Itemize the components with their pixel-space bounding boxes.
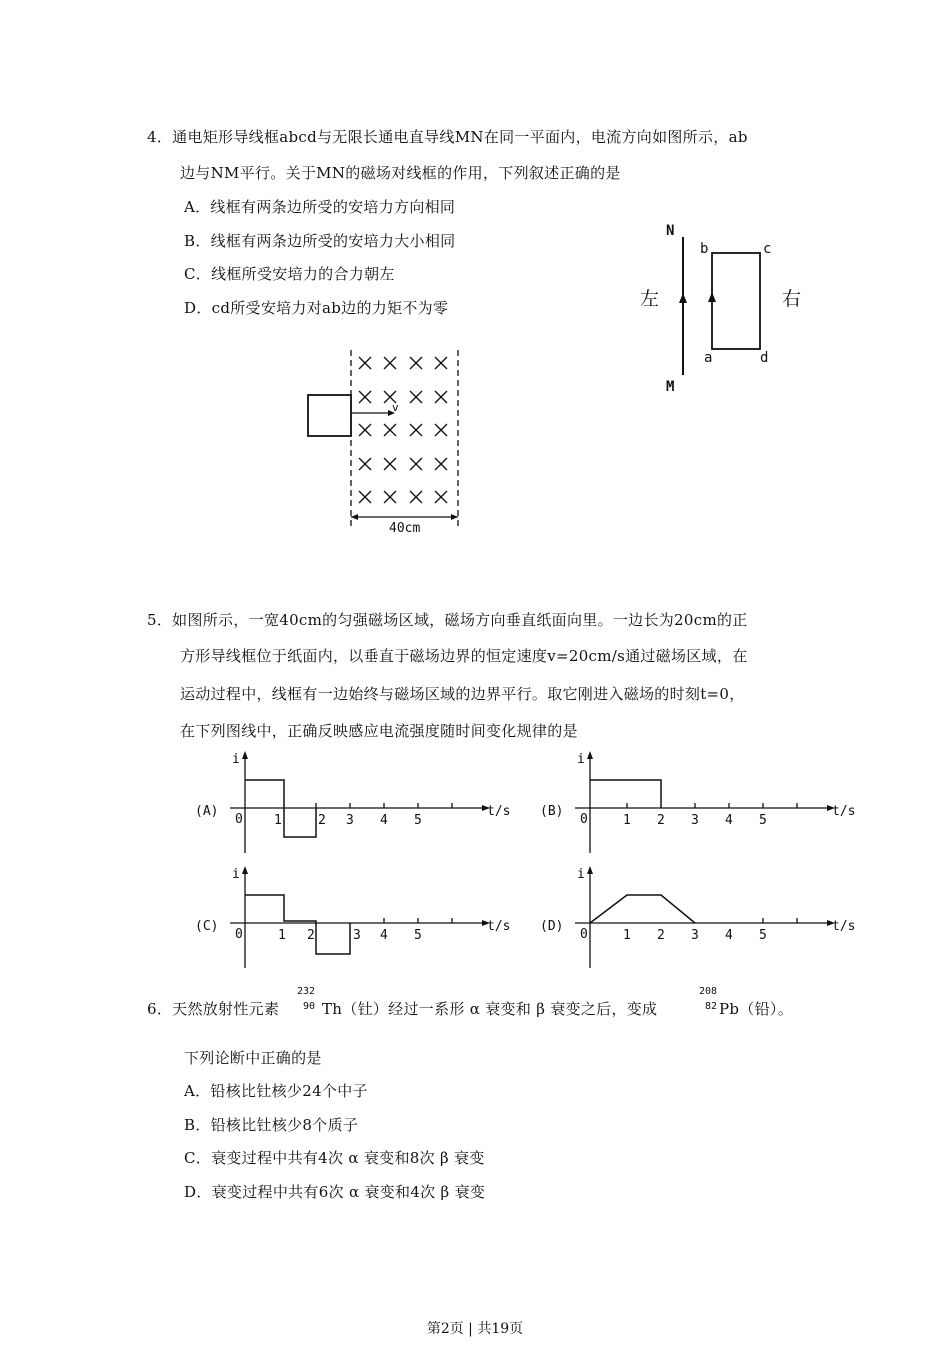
label-left: 左 xyxy=(640,288,660,310)
graph-b-tick-4: 4 xyxy=(725,813,733,828)
graph-a-tick-3: 3 xyxy=(346,813,354,828)
graph-a-tick-0: 0 xyxy=(235,812,243,827)
field-width-label: 40cm xyxy=(389,521,421,536)
graph-d-ylabel: i xyxy=(577,867,585,882)
graph-d-tick-4: 4 xyxy=(725,928,733,943)
graph-c-tick-0: 0 xyxy=(235,927,243,942)
q6-stem-part1: 6．天然放射性元素 xyxy=(147,1000,280,1018)
graph-a-ylabel: i xyxy=(232,752,240,767)
q6-stem-line2: 下列论断中正确的是 xyxy=(184,1049,322,1067)
graph-c-tick-1: 1 xyxy=(278,928,286,943)
graph-a-tick-4: 4 xyxy=(380,813,388,828)
graph-b-tick-5: 5 xyxy=(759,813,767,828)
q5-stem-line2: 方形导线框位于纸面内，以垂直于磁场边界的恒定速度v=20cm/s通过磁场区域，在 xyxy=(180,647,748,665)
graph-a-tick-1: 1 xyxy=(274,813,282,828)
q6-stem-part2: Th（钍）经过一系形 α 衰变和 β 衰变之后，变成 xyxy=(322,1000,658,1018)
label-right: 右 xyxy=(782,288,802,310)
graph-c-tick-2: 2 xyxy=(307,928,315,943)
label-b: b xyxy=(700,241,709,257)
graph-b-label: (B) xyxy=(540,804,564,819)
q4-option-a: A．线框有两条边所受的安培力方向相同 xyxy=(184,198,456,216)
graph-b-tick-3: 3 xyxy=(691,813,699,828)
label-d: d xyxy=(760,350,769,366)
graph-b-tick-1: 1 xyxy=(623,813,631,828)
graph-d-tick-3: 3 xyxy=(691,928,699,943)
graph-b-tick-2: 2 xyxy=(657,813,665,828)
graph-c-tick-5: 5 xyxy=(414,928,422,943)
graph-d xyxy=(535,860,880,975)
graph-a-tick-2: 2 xyxy=(318,813,326,828)
graph-c-xlabel: t/s xyxy=(487,919,511,934)
velocity-label: v xyxy=(392,401,399,414)
q6-option-d: D．衰变过程中共有6次 α 衰变和4次 β 衰变 xyxy=(184,1183,486,1201)
th-atomic-number: 90 xyxy=(303,1001,316,1012)
label-a: a xyxy=(704,350,713,366)
label-N: N xyxy=(666,223,675,239)
graph-a-xlabel: t/s xyxy=(487,804,511,819)
pb-atomic-number: 82 xyxy=(705,1001,718,1012)
q6-option-a: A．铅核比钍核少24个中子 xyxy=(184,1082,368,1100)
q4-stem-line2: 边与NM平行。关于MN的磁场对线框的作用，下列叙述正确的是 xyxy=(180,164,621,182)
graph-a-label: (A) xyxy=(195,804,219,819)
graph-a xyxy=(190,745,535,860)
q6-option-b: B．铅核比钍核少8个质子 xyxy=(184,1116,359,1134)
q5-stem-line3: 运动过程中，线框有一边始终与磁场区域的边界平行。取它刚进入磁场的时刻t=0， xyxy=(180,685,745,703)
th-mass-number: 232 xyxy=(297,986,316,997)
q4-option-b: B．线框有两条边所受的安培力大小相同 xyxy=(184,232,456,250)
q6-stem-part3: Pb（铅）。 xyxy=(719,1000,793,1018)
wire-loop-figure xyxy=(630,215,820,400)
graph-c xyxy=(190,860,535,975)
graph-a-tick-5: 5 xyxy=(414,813,422,828)
graph-d-tick-2: 2 xyxy=(657,928,665,943)
graph-b-ylabel: i xyxy=(577,752,585,767)
graph-b xyxy=(535,745,880,860)
q4-option-d: D．cd所受安培力对ab边的力矩不为零 xyxy=(184,299,449,317)
label-M: M xyxy=(666,379,675,395)
label-c: c xyxy=(763,241,772,257)
q4-stem-line1: 4．通电矩形导线框abcd与无限长通电直导线MN在同一平面内，电流方向如图所示，ab xyxy=(147,128,748,146)
graph-d-label: (D) xyxy=(540,919,564,934)
graph-c-tick-3: 3 xyxy=(353,928,361,943)
q5-stem-line4: 在下列图线中，正确反映感应电流强度随时间变化规律的是 xyxy=(180,722,578,740)
graph-d-tick-1: 1 xyxy=(623,928,631,943)
graph-c-tick-4: 4 xyxy=(380,928,388,943)
pb-mass-number: 208 xyxy=(699,986,718,997)
magnetic-field-figure xyxy=(300,345,475,540)
q5-stem-line1: 5．如图所示，一宽40cm的匀强磁场区域，磁场方向垂直纸面向里。一边长为20cm的正 xyxy=(147,611,748,629)
field-crosses xyxy=(359,357,447,503)
q4-option-c: C．线框所受安培力的合力朝左 xyxy=(184,265,395,283)
graph-d-tick-5: 5 xyxy=(759,928,767,943)
graph-b-tick-0: 0 xyxy=(580,812,588,827)
graph-c-label: (C) xyxy=(195,919,219,934)
graph-c-ylabel: i xyxy=(232,867,240,882)
q6-option-c: C．衰变过程中共有4次 α 衰变和8次 β 衰变 xyxy=(184,1149,485,1167)
graph-d-xlabel: t/s xyxy=(832,919,856,934)
graph-b-xlabel: t/s xyxy=(832,804,856,819)
page-footer: 第2页 | 共19页 xyxy=(426,1321,524,1337)
graph-d-tick-0: 0 xyxy=(580,927,588,942)
